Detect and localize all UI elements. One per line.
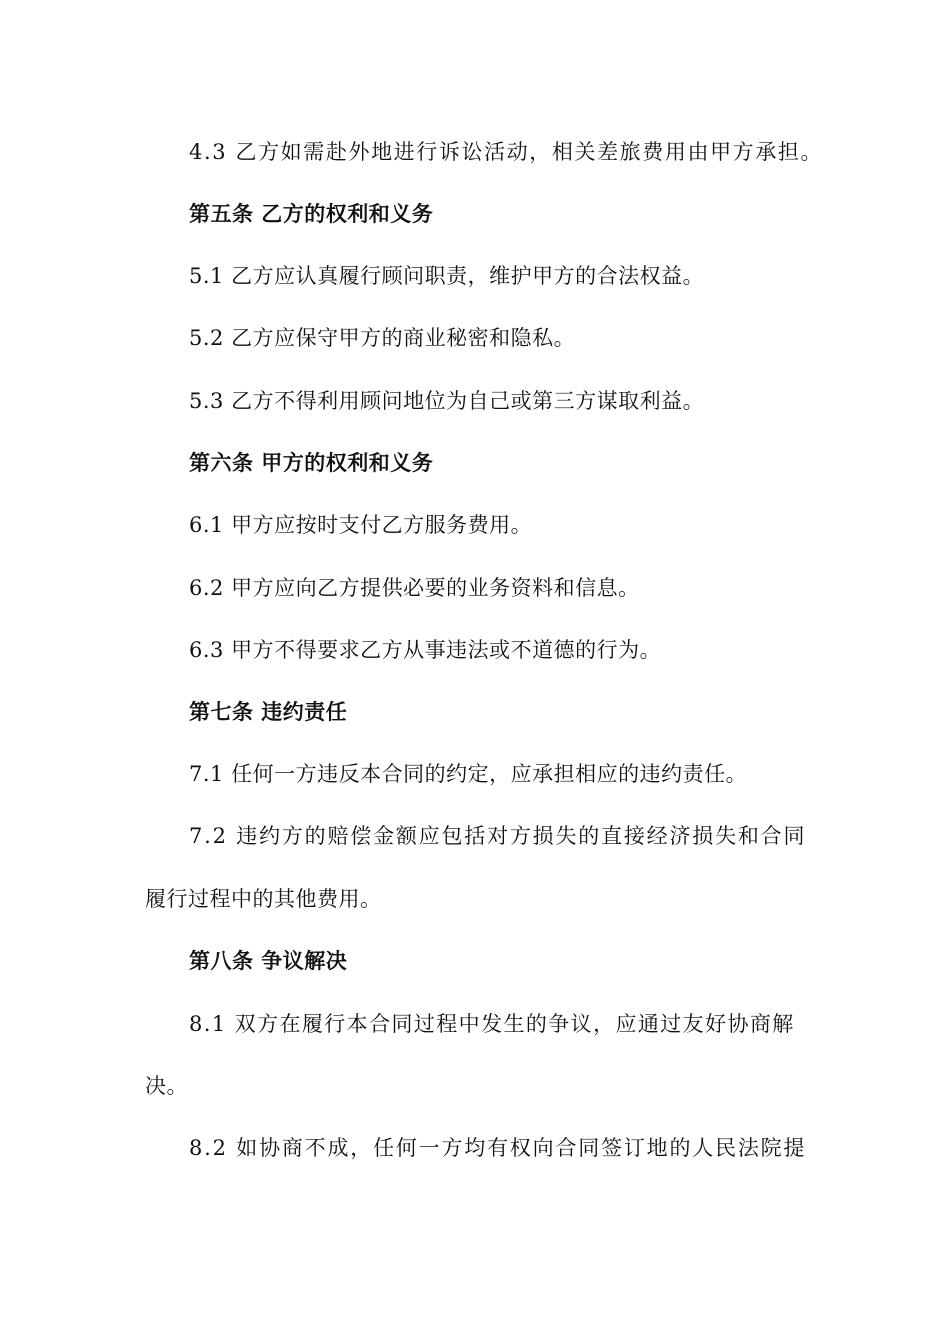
- clause-7-2: 7.2 违约方的赔偿金额应包括对方损失的直接经济损失和合同: [189, 824, 807, 848]
- clause-6-1: 6.1 甲方应按时支付乙方服务费用。: [189, 513, 533, 537]
- article-8-heading: 第八条 争议解决: [189, 948, 348, 973]
- clause-7-2-continued: 履行过程中的其他费用。: [145, 887, 382, 911]
- clause-5-3: 5.3 乙方不得利用顾问地位为自己或第三方谋取利益。: [189, 389, 705, 413]
- clause-5-2: 5.2 乙方应保守甲方的商业秘密和隐私。: [189, 326, 576, 350]
- clause-8-2: 8.2 如协商不成，任何一方均有权向合同签订地的人民法院提: [189, 1136, 807, 1160]
- article-5-heading: 第五条 乙方的权利和义务: [189, 201, 434, 226]
- clause-5-1: 5.1 乙方应认真履行顾问职责，维护甲方的合法权益。: [189, 264, 705, 288]
- article-7-heading: 第七条 违约责任: [189, 699, 348, 724]
- clause-8-1-continued: 决。: [145, 1074, 188, 1098]
- clause-8-1: 8.1 双方在履行本合同过程中发生的争议，应通过友好协商解: [189, 1012, 795, 1036]
- clause-6-3: 6.3 甲方不得要求乙方从事违法或不道德的行为。: [189, 638, 662, 662]
- clause-7-1: 7.1 任何一方违反本合同的约定，应承担相应的违约责任。: [189, 762, 748, 786]
- clause-6-2: 6.2 甲方应向乙方提供必要的业务资料和信息。: [189, 576, 640, 600]
- article-6-heading: 第六条 甲方的权利和义务: [189, 450, 434, 475]
- clause-4-3: 4.3 乙方如需赴外地进行诉讼活动，相关差旅费用由甲方承担。: [189, 140, 824, 164]
